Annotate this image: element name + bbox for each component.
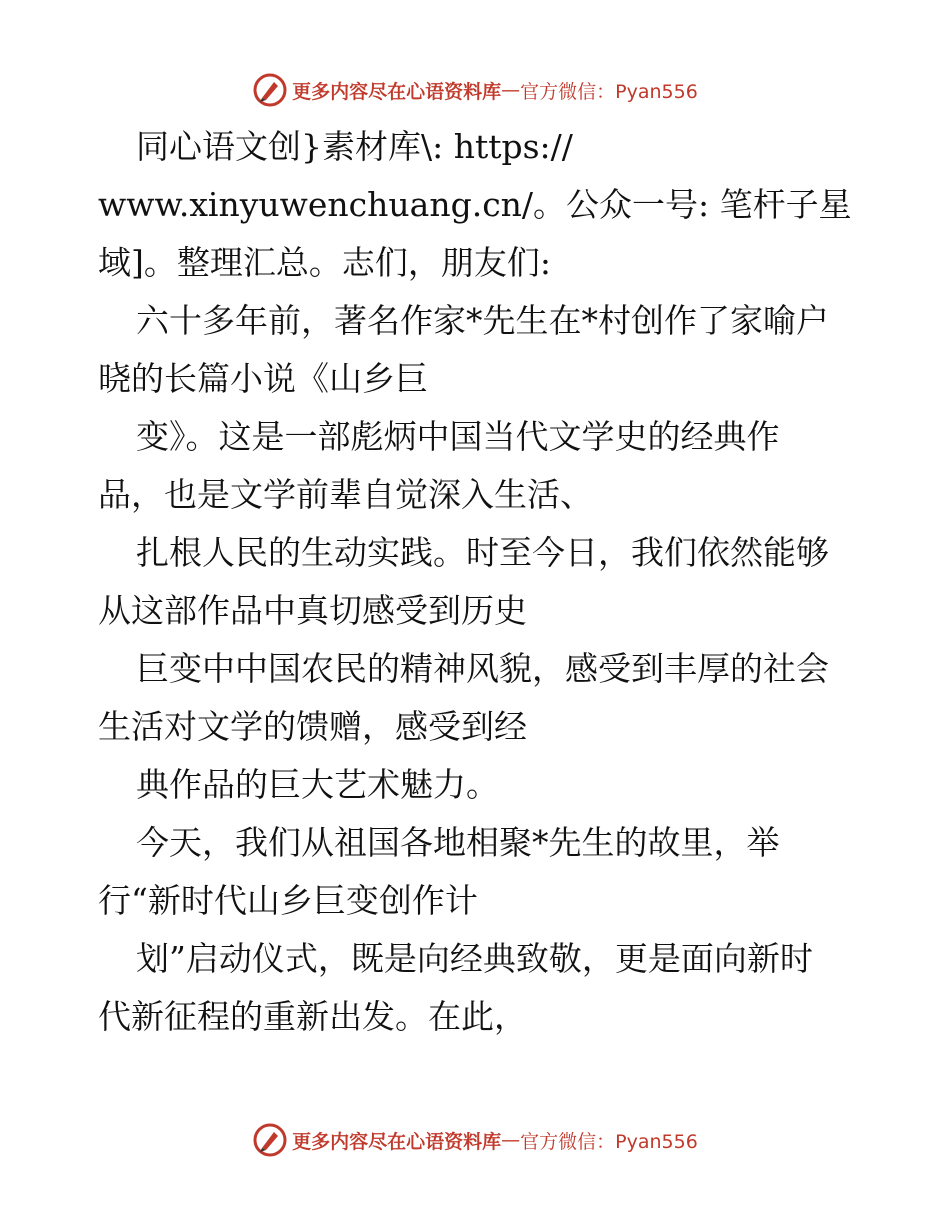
text-line: 同心语文创}素材库\: https://: [136, 127, 573, 166]
text-line: 品，也是文学前辈自觉深入生活、: [98, 475, 593, 514]
text-line: 从这部作品中真切感受到历史: [98, 591, 527, 630]
text-line: 巨变中中国农民的精神风貌，感受到丰厚的社会: [136, 649, 829, 688]
text-line: www.xinyuwenchuang.cn/。公众一号: 笔杆子星: [98, 185, 852, 224]
header-separator: —: [501, 79, 521, 101]
text-line: 行“新时代山乡巨变创作计: [98, 881, 478, 920]
header-text: 更多内容尽在心语资料库: [292, 80, 502, 103]
logo-pen-icon: [252, 1122, 288, 1158]
header-banner: [0, 70, 950, 110]
text-line: 生活对文学的馈赠，感受到经: [98, 707, 527, 746]
text-line: 典作品的巨大艺术魅力。: [136, 765, 499, 804]
footer-text: 更多内容尽在心语资料库: [292, 1130, 502, 1153]
footer-banner: [0, 1120, 950, 1160]
document-body: [98, 118, 858, 1046]
text-line: 扎根人民的生动实践。时至今日，我们依然能够: [136, 533, 829, 572]
text-line: 今天，我们从祖国各地相聚*先生的故里，举: [136, 823, 780, 862]
text-line: 代新征程的重新出发。在此，: [98, 997, 527, 1036]
text-line: 晓的长篇小说《山乡巨: [98, 359, 428, 398]
logo-pen-icon: [252, 72, 288, 108]
footer-separator: —: [501, 1129, 521, 1151]
text-line: 变》。这是一部彪炳中国当代文学史的经典作: [136, 417, 780, 456]
text-line: 划”启动仪式，既是向经典致敬，更是面向新时: [136, 939, 813, 978]
header-wechat: 官方微信：Pyan556: [520, 80, 698, 103]
footer-wechat: 官方微信：Pyan556: [520, 1130, 698, 1153]
text-line: 域]。整理汇总。志们，朋友们:: [98, 243, 551, 282]
text-line: 六十多年前，著名作家*先生在*村创作了家喻户: [136, 301, 829, 340]
